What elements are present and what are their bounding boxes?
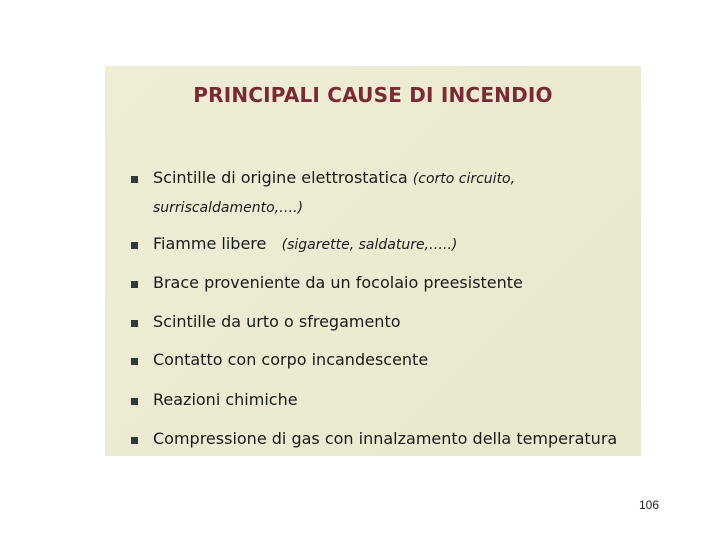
list-item-note: (corto circuito, [412, 171, 516, 187]
slide [105, 66, 641, 456]
list-item [105, 427, 641, 455]
bullet-icon [131, 242, 138, 249]
bullet-icon [131, 320, 138, 327]
bullet-icon [131, 358, 138, 365]
bullet-icon [131, 176, 138, 183]
list-item [105, 166, 641, 194]
slide-title: PRINCIPALI CAUSE DI INCENDIO [193, 83, 553, 107]
list-item-label: Reazioni chimiche [153, 390, 298, 409]
bullet-icon [131, 398, 138, 405]
list-item-text [153, 168, 515, 187]
bullet-icon [131, 281, 138, 288]
list-item-label: Brace proveniente da un focolaio preesistente [153, 273, 523, 292]
list-item-label: Fiamme libere [153, 234, 267, 253]
list-item-label: Scintille di origine elettrostatica [153, 168, 408, 187]
list-item [105, 232, 641, 260]
bullet-icon [131, 437, 138, 444]
list-item-label: Contatto con corpo incandescente [153, 350, 429, 369]
list-item-label: Scintille da urto o sfregamento [153, 312, 401, 331]
list-item [105, 348, 641, 376]
list-item-text [153, 234, 457, 253]
list-item [105, 388, 641, 416]
list-item-note: (sigarette, saldature,…..) [281, 237, 458, 253]
page-number: 106 [638, 498, 659, 512]
list-item [105, 271, 641, 299]
list-item [105, 310, 641, 338]
list-item-note-continuation: surriscaldamento,….) [153, 200, 304, 216]
list-item-label: Compressione di gas con innalzamento della temperatura [153, 429, 618, 448]
